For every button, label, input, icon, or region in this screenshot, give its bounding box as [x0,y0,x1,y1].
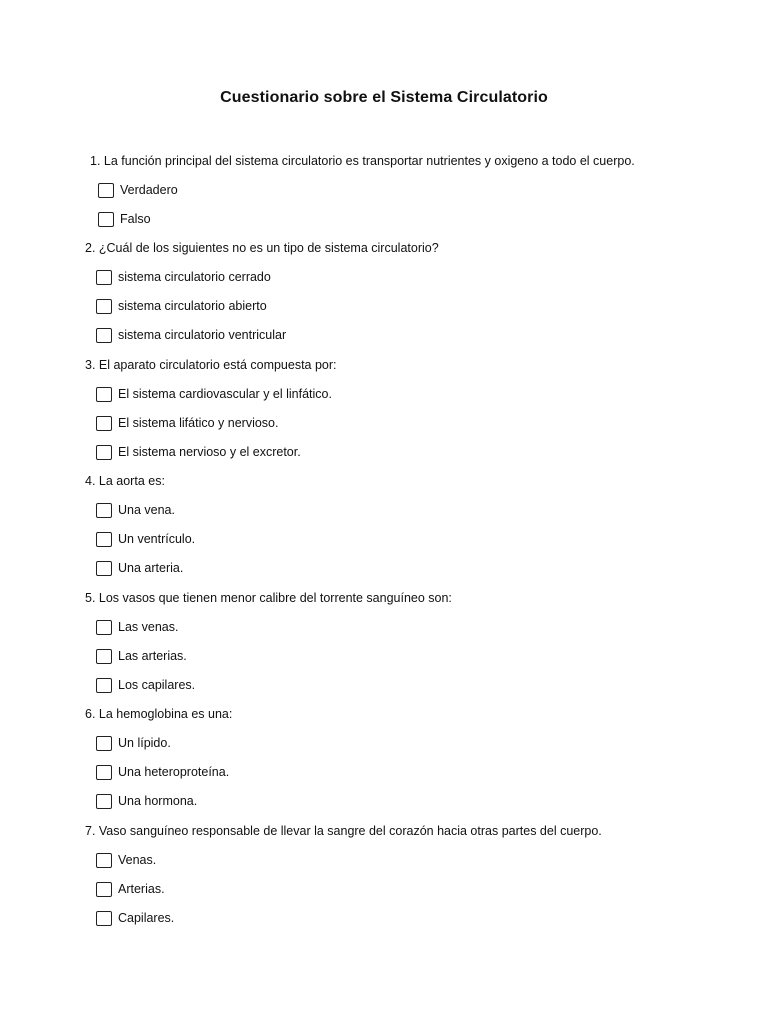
option-label: sistema circulatorio abierto [118,299,267,313]
option-3-a[interactable] [96,386,332,402]
option-4-a[interactable] [96,502,175,518]
option-label: Verdadero [120,183,178,197]
checkbox[interactable] [96,445,112,460]
option-7-c[interactable] [96,910,174,926]
option-label: El sistema nervioso y el excretor. [118,445,301,459]
option-label: Una hormona. [118,794,198,808]
option-7-a[interactable] [96,852,156,868]
option-5-c[interactable] [96,677,195,693]
question-7: 7. Vaso sanguíneo responsable de llevar la sangre del corazón hacia otras partes del cuerpo. [85,824,602,838]
option-1-b[interactable] [98,211,151,227]
option-label: Capilares. [118,911,175,925]
checkbox[interactable] [96,328,112,343]
option-6-a[interactable] [96,735,171,751]
option-4-c[interactable] [96,560,183,576]
option-label: sistema circulatorio ventricular [118,328,287,342]
option-label: Un lípido. [118,736,171,750]
option-label: Arterias. [118,882,165,896]
option-label: Venas. [118,853,157,867]
option-label: Falso [120,212,151,226]
checkbox[interactable] [98,183,114,198]
checkbox[interactable] [96,794,112,809]
option-1-a[interactable] [98,182,178,198]
question-2: 2. ¿Cuál de los siguientes no es un tipo de sistema circulatorio? [85,241,439,255]
checkbox[interactable] [96,853,112,868]
checkbox[interactable] [96,911,112,926]
question-4: 4. La aorta es: [85,474,165,488]
checkbox[interactable] [96,678,112,693]
checkbox[interactable] [96,416,112,431]
option-label: Una arteria. [118,561,184,575]
question-5: 5. Los vasos que tienen menor calibre del torrente sanguíneo son: [85,591,452,605]
checkbox[interactable] [96,765,112,780]
option-6-b[interactable] [96,764,229,780]
checkbox[interactable] [96,736,112,751]
option-5-b[interactable] [96,648,187,664]
checkbox[interactable] [96,299,112,314]
option-label: El sistema lifático y nervioso. [118,416,279,430]
option-2-b[interactable] [96,298,267,314]
checkbox[interactable] [96,503,112,518]
question-6: 6. La hemoglobina es una: [85,707,233,721]
option-4-b[interactable] [96,531,195,547]
option-6-c[interactable] [96,793,197,809]
page-title: Cuestionario sobre el Sistema Circulatorio [220,89,548,106]
option-7-b[interactable] [96,881,165,897]
checkbox[interactable] [96,270,112,285]
checkbox[interactable] [96,387,112,402]
option-label: El sistema cardiovascular y el linfático. [118,387,332,401]
checkbox[interactable] [96,882,112,897]
checkbox[interactable] [96,649,112,664]
checkbox[interactable] [96,561,112,576]
option-3-b[interactable] [96,415,278,431]
option-label: sistema circulatorio cerrado [118,270,271,284]
option-3-c[interactable] [96,444,301,460]
option-label: Las venas. [118,620,179,634]
option-label: Una heteroproteína. [118,765,230,779]
option-5-a[interactable] [96,619,178,635]
question-1: 1. La función principal del sistema circulatorio es transportar nutrientes y oxigeno a todo el cuerpo. [90,154,635,168]
question-3: 3. El aparato circulatorio está compuesta por: [85,358,337,372]
option-label: Las arterias. [118,649,187,663]
option-label: Una vena. [118,503,175,517]
checkbox[interactable] [96,620,112,635]
option-label: Un ventrículo. [118,532,196,546]
option-2-c[interactable] [96,327,286,343]
checkbox[interactable] [98,212,114,227]
option-2-a[interactable] [96,269,271,285]
checkbox[interactable] [96,532,112,547]
option-label: Los capilares. [118,678,196,692]
